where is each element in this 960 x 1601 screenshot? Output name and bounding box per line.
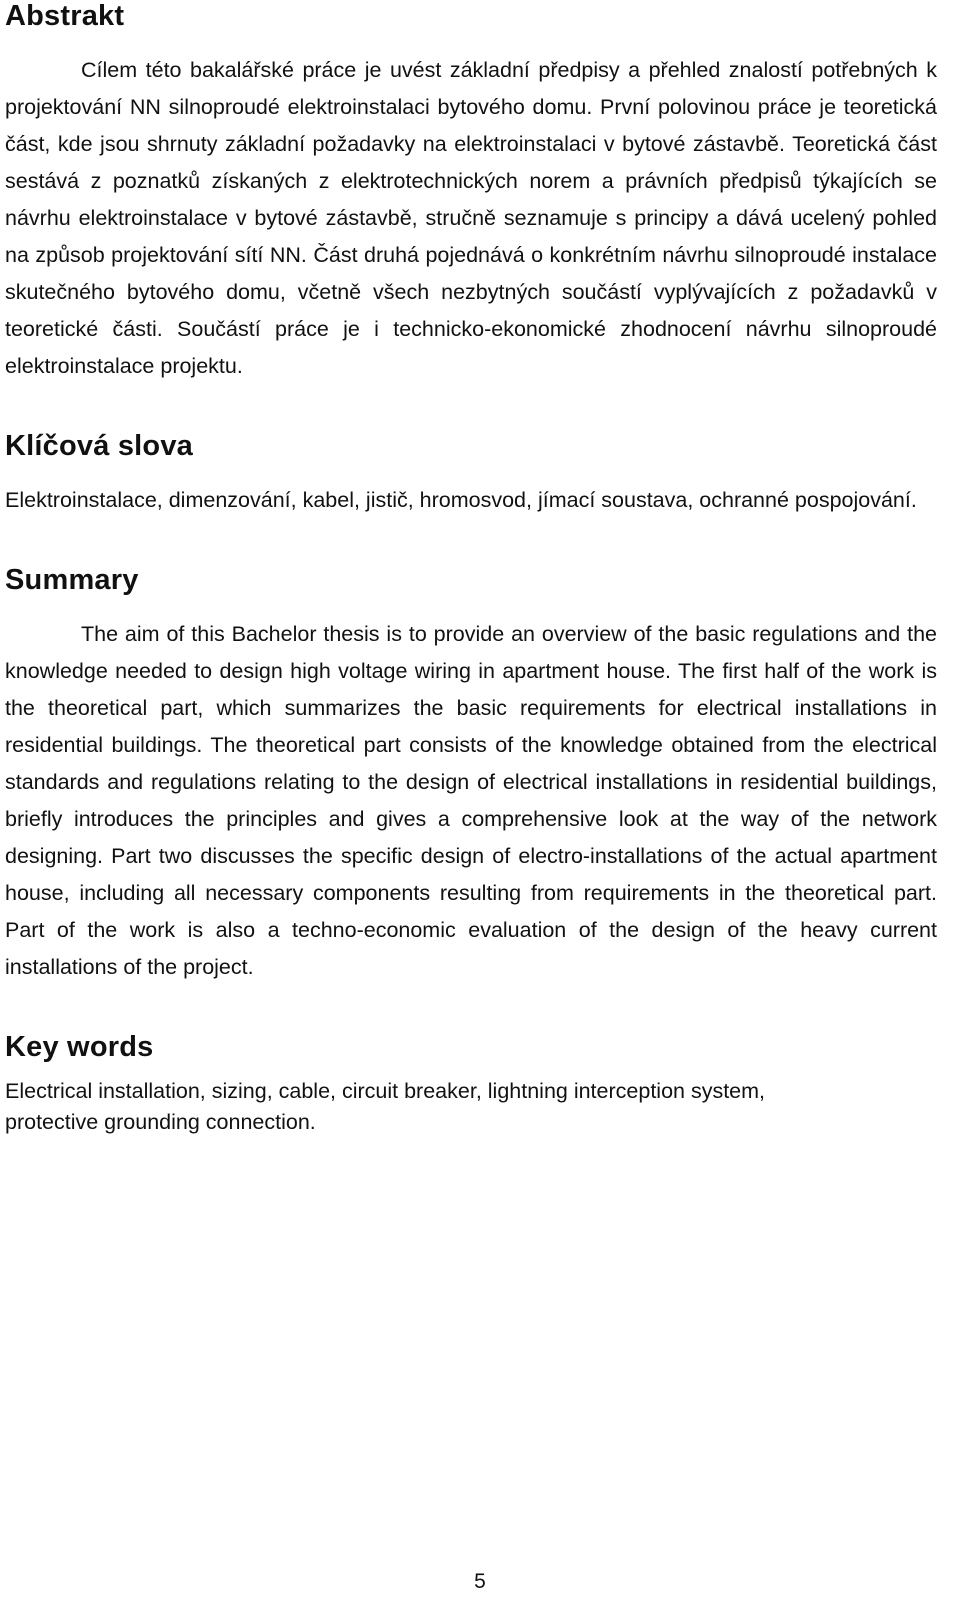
key-words-line-2: protective grounding connection. — [5, 1110, 316, 1134]
key-words-paragraph — [5, 1076, 937, 1138]
heading-klicova-slova: Klíčová slova — [5, 430, 193, 462]
page-number: 5 — [474, 1570, 486, 1593]
heading-summary: Summary — [5, 564, 139, 596]
heading-abstrakt: Abstrakt — [5, 0, 125, 32]
abstrakt-paragraph: Cílem této bakalářské práce je uvést základní předpisy a přehled znalostí potřebných k projektování NN silnoproudé elektroinstalaci bytového domu. První polovinou práce je teoretická část, kde jsou shrnuty základní požadavky na elektroinstalaci v bytové zástavbě. Teoretická část sestává z poznatků získaných z elektrotechnických norem a právních předpisů týkajících se návrhu elektroinstalace v bytové zástavbě, stručně seznamuje s principy a dává ucelený pohled na způsob projektování sítí NN. Část druhá pojednává o konkrétním návrhu silnoproudé instalace skutečného bytového domu, včetně všech nezbytných součástí vyplývajících z požadavků v teoretické části. Součástí práce je i technicko-ekonomické zhodnocení návrhu silnoproudé elektroinstalace projektu. — [5, 58, 937, 378]
klicova-slova-paragraph: Elektroinstalace, dimenzování, kabel, jistič, hromosvod, jímací soustava, ochranné pospojování. — [5, 488, 917, 512]
summary-paragraph: The aim of this Bachelor thesis is to provide an overview of the basic regulations and the knowledge needed to design high voltage wiring in apartment house. The first half of the work is the theoretical part, which summarizes the basic requirements for electrical installations in residential buildings. The theoretical part consists of the knowledge obtained from the electrical standards and regulations relating to the design of electrical installations in residential buildings, briefly introduces the principles and gives a comprehensive look at the way of the network designing. Part two discusses the specific design of electro-installations of the actual apartment house, including all necessary components resulting from requirements in the theoretical part. Part of the work is also a techno-economic evaluation of the design of the heavy current installations of the project. — [5, 622, 937, 979]
document-page — [5, 0, 937, 1138]
heading-key-words: Key words — [5, 1031, 154, 1063]
key-words-line-1: Electrical installation, sizing, cable, circuit breaker, lightning interception system, — [5, 1079, 766, 1103]
